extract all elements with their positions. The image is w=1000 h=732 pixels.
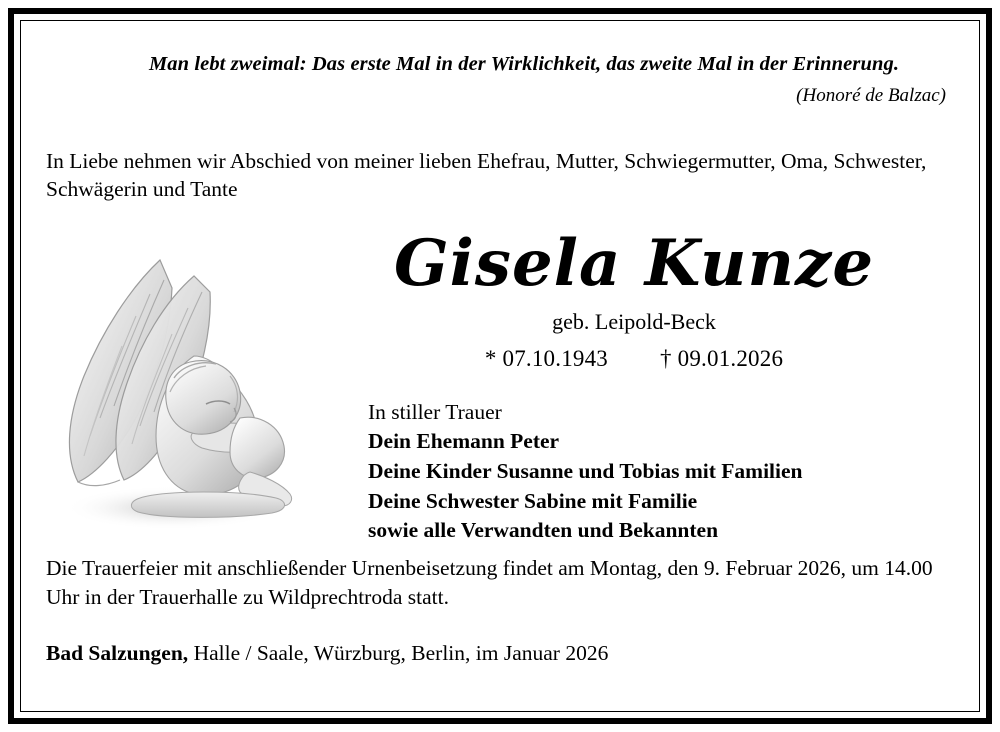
name-and-image-block bbox=[46, 225, 954, 548]
maiden-name: geb. Leipold-Beck bbox=[552, 308, 716, 334]
deceased-name: Gisela Kunze bbox=[393, 225, 875, 301]
life-dates bbox=[314, 346, 954, 372]
mourners-block bbox=[368, 398, 803, 546]
places-line bbox=[46, 641, 954, 666]
mourner-line: Dein Ehemann Peter bbox=[368, 429, 560, 454]
card-content bbox=[46, 38, 954, 694]
sitting-angel-figure-icon bbox=[44, 236, 294, 532]
quote-text: Man lebt zweimal: Das erste Mal in der Wirklichkeit, das zweite Mal in der Erinnerung. bbox=[148, 53, 900, 75]
quote-author: (Honoré de Balzac) bbox=[796, 84, 946, 106]
city-name: Bad Salzungen, bbox=[46, 641, 189, 666]
mourner-line: Deine Kinder Susanne und Tobias mit Familien bbox=[368, 459, 803, 484]
mourner-line: sowie alle Verwandten und Bekannten bbox=[368, 518, 719, 543]
ceremony-text: Die Trauerfeier mit anschließender Urnenbeisetzung findet am Montag, den 9. Februar 2026, um 14.00 Uhr in der Trauerhalle zu Wildprechtroda statt. bbox=[46, 555, 933, 609]
deceased-name-block bbox=[314, 225, 954, 372]
places-rest: Halle / Saale, Würzburg, Berlin, im Januar 2026 bbox=[188, 641, 609, 666]
death-date: † 09.01.2026 bbox=[660, 345, 784, 371]
mourning-intro: In stiller Trauer bbox=[368, 399, 502, 424]
mourner-line: Deine Schwester Sabine mit Familie bbox=[368, 488, 698, 513]
intro-text: In Liebe nehmen wir Abschied von meiner lieben Ehefrau, Mutter, Schwiegermutter, Oma, Schwester, Schwägerin und Tante bbox=[46, 148, 927, 202]
birth-date: * 07.10.1943 bbox=[484, 345, 608, 371]
